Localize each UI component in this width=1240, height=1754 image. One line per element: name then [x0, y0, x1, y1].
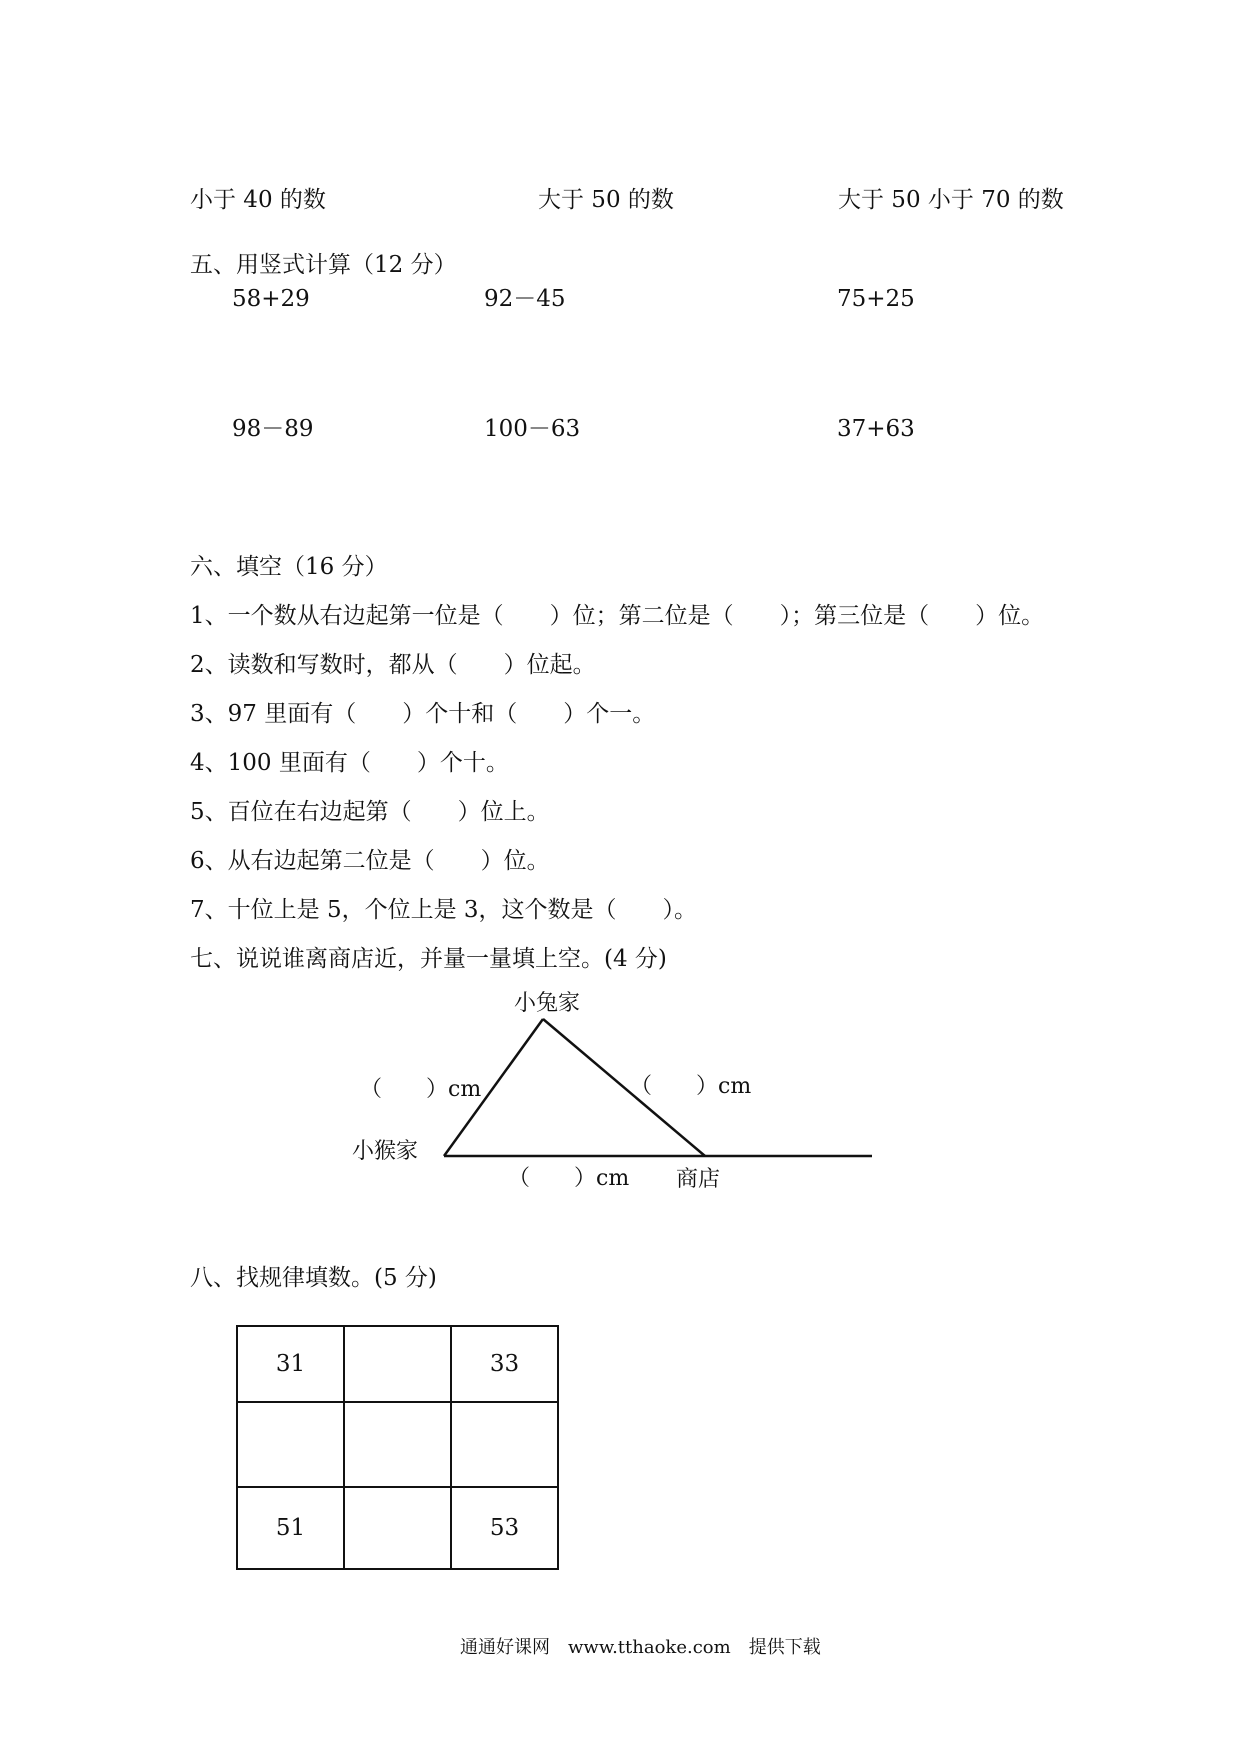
rabbit-home-label: 小兔家: [514, 991, 581, 1016]
footer-download-note: 通通好课网 www.tthaoke.com 提供下载: [460, 1637, 821, 1658]
problem-6: 37+63: [837, 416, 915, 442]
fill-item-6: 6、从右边起第二位是（ ）位。: [190, 848, 550, 874]
problem-4: 98－89: [232, 416, 314, 442]
category-between-50-and-70: 大于 50 小于 70 的数: [838, 187, 1064, 213]
grid-cell: 31: [237, 1326, 344, 1402]
grid-cell: 51: [237, 1487, 344, 1569]
bottom-side-blank: （ ）cm: [508, 1166, 630, 1191]
grid-cell: [451, 1402, 558, 1487]
grid-cell: 33: [451, 1326, 558, 1402]
problem-1: 58+29: [232, 286, 310, 312]
grid-cell: [237, 1402, 344, 1487]
left-side-blank: （ ）cm: [360, 1077, 482, 1102]
store-label: 商店: [676, 1167, 721, 1192]
grid-cell: [344, 1326, 451, 1402]
problem-2: 92－45: [484, 286, 566, 312]
section7-title: 七、说说谁离商店近，并量一量填上空。(4 分): [190, 946, 667, 972]
section5-title: 五、用竖式计算（12 分）: [190, 252, 457, 278]
fill-item-3: 3、97 里面有（ ）个十和（ ）个一。: [190, 701, 656, 727]
fill-item-4: 4、100 里面有（ ）个十。: [190, 750, 509, 776]
fill-item-1: 1、一个数从右边起第一位是（ ）位；第二位是（ ）；第三位是（ ）位。: [190, 603, 1045, 629]
section6-title: 六、填空（16 分）: [190, 554, 388, 580]
grid-cell: 53: [451, 1487, 558, 1569]
monkey-home-label: 小猴家: [352, 1139, 419, 1164]
category-greater-than-50: 大于 50 的数: [538, 187, 674, 213]
grid-cell: [344, 1402, 451, 1487]
distance-diagram: [340, 980, 900, 1230]
grid-cell: [344, 1487, 451, 1569]
fill-item-2: 2、读数和写数时，都从（ ）位起。: [190, 652, 596, 678]
problem-5: 100－63: [484, 416, 581, 442]
problem-3: 75+25: [837, 286, 915, 312]
number-pattern-grid: [236, 1325, 559, 1570]
fill-item-7: 7、十位上是 5，个位上是 3，这个数是（ ）。: [190, 897, 698, 923]
fill-item-5: 5、百位在右边起第（ ）位上。: [190, 799, 550, 825]
section8-title: 八、找规律填数。(5 分): [190, 1265, 437, 1291]
category-less-than-40: 小于 40 的数: [190, 187, 326, 213]
right-side-blank: （ ）cm: [630, 1074, 752, 1099]
